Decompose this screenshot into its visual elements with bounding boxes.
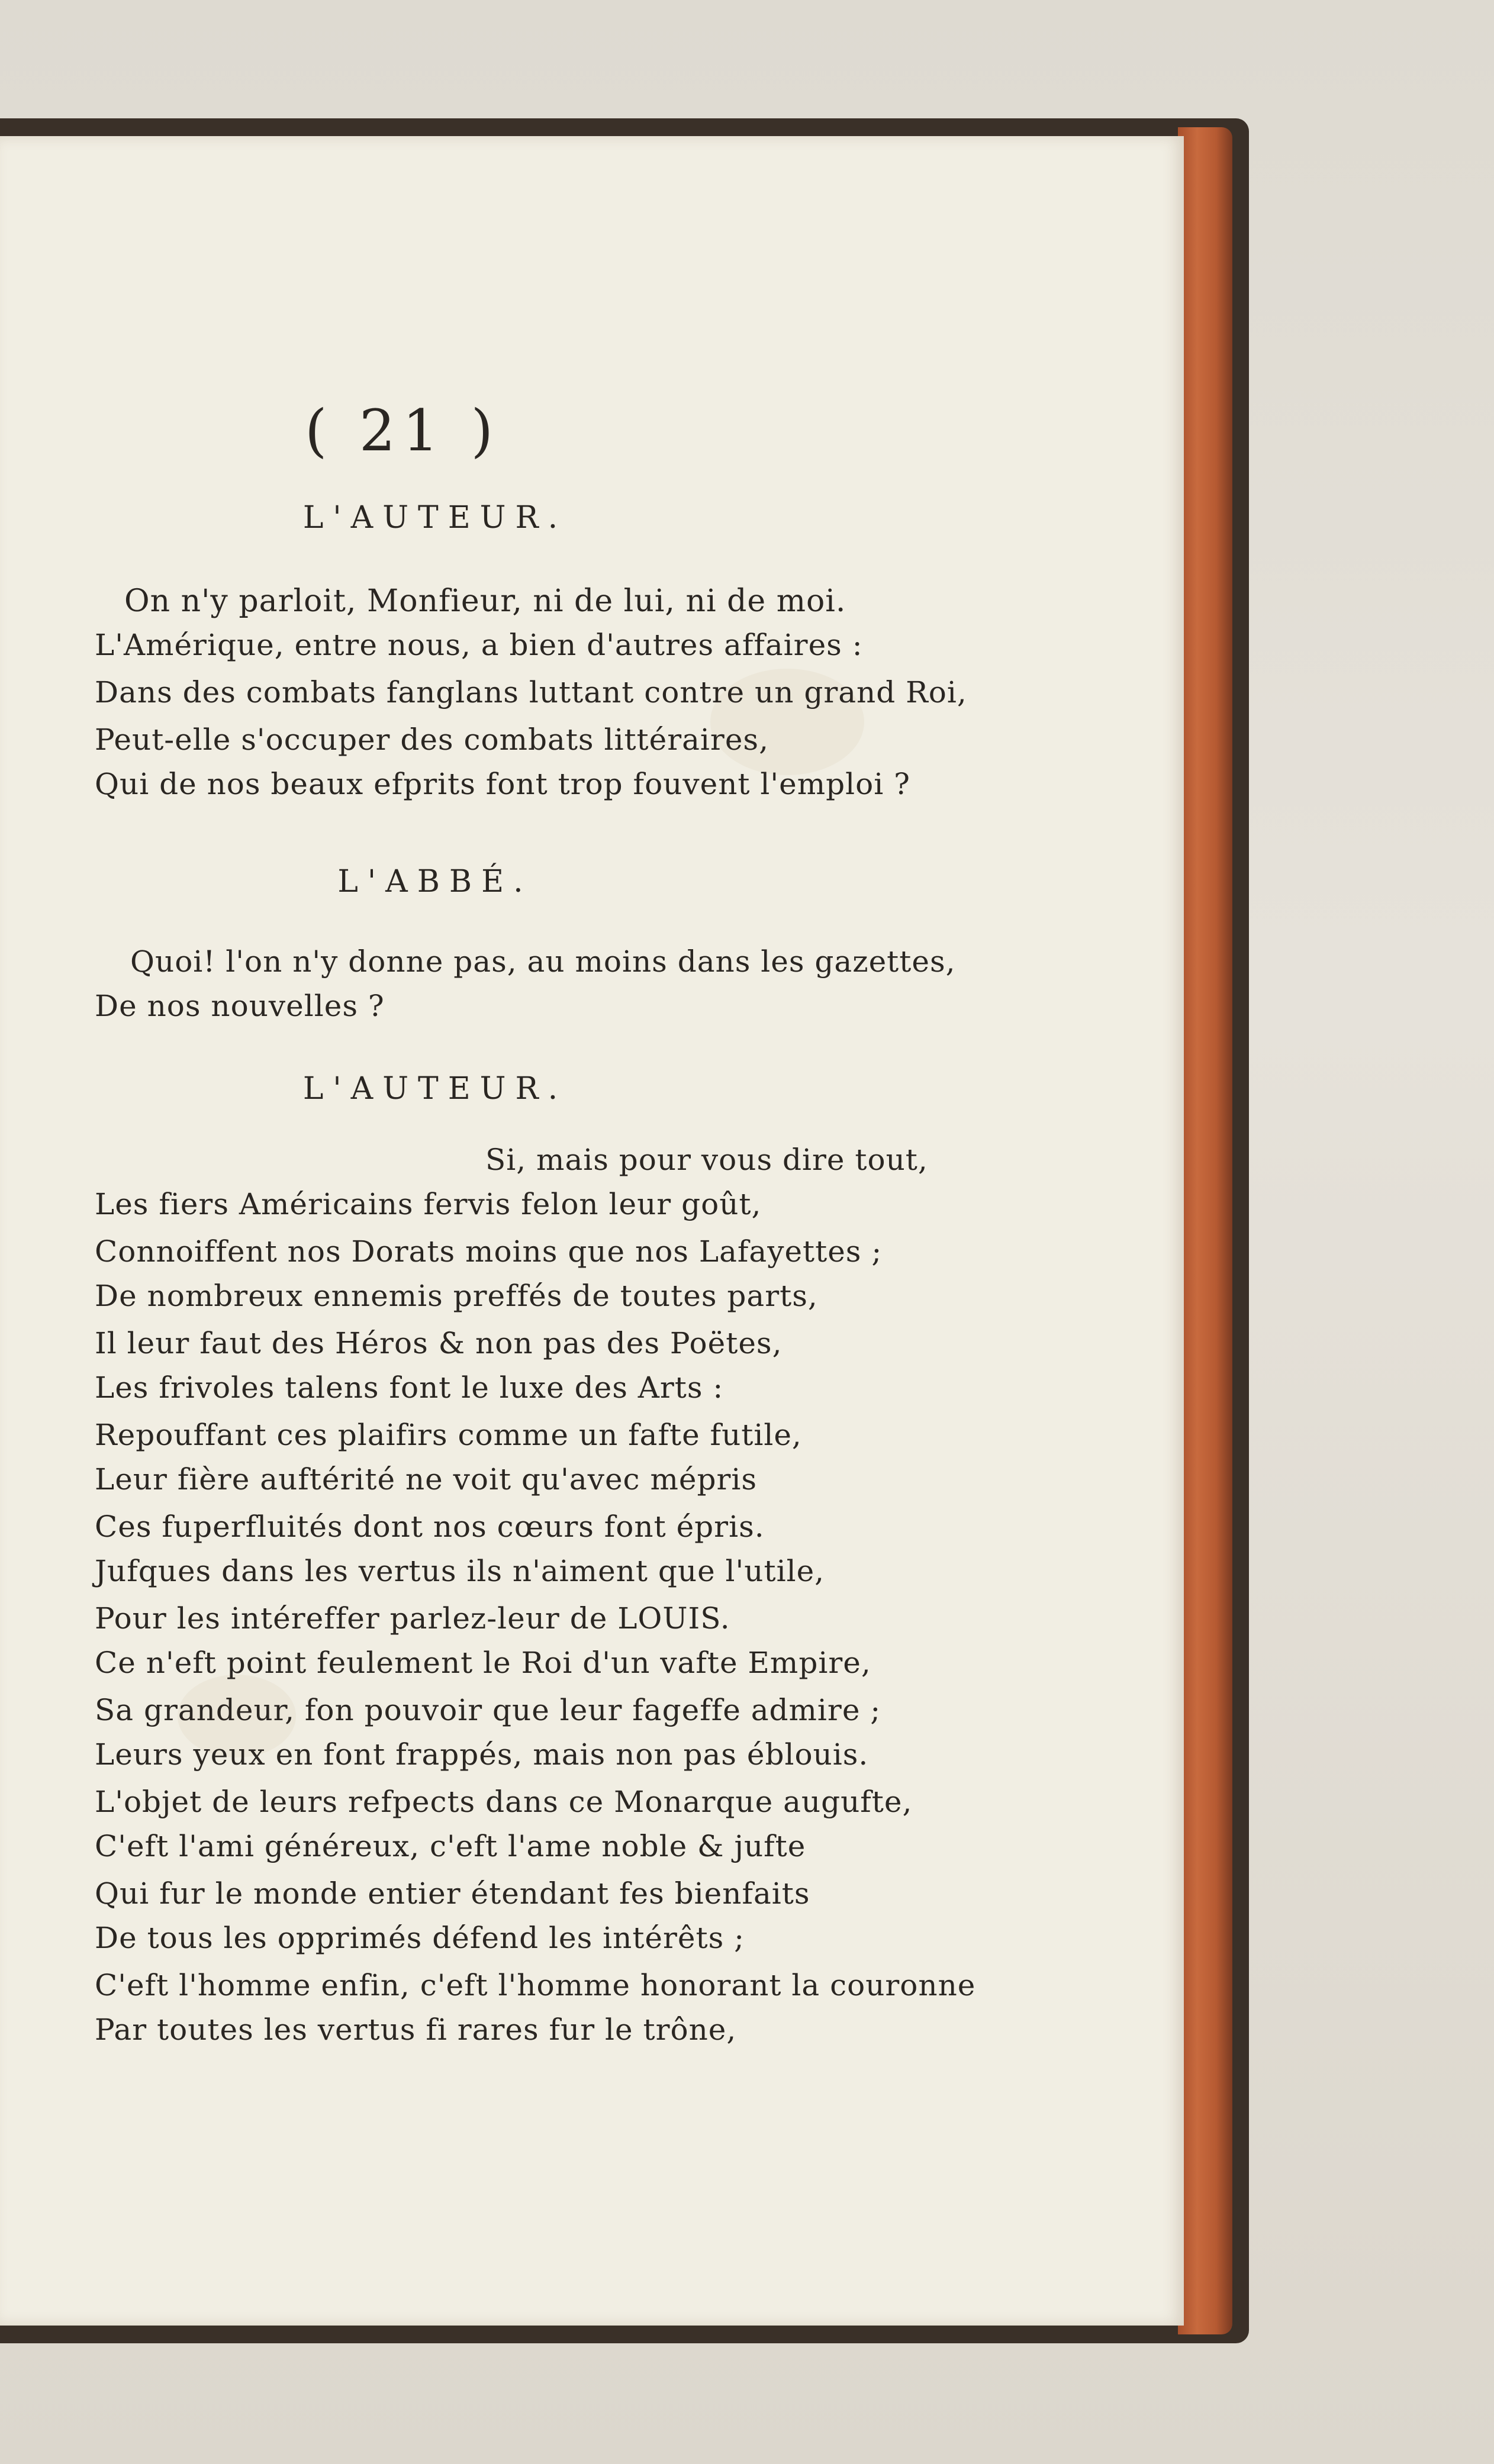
verse-line: Jufques dans les vertus ils n'aiment que l'utile,	[95, 1554, 825, 1588]
verse-line: Dans des combats fanglans luttant contre un grand Roi,	[95, 675, 967, 709]
verse-line: Peut-elle s'occuper des combats littéraires,	[95, 723, 769, 757]
verse-line: L'objet de leurs refpects dans ce Monarque augufte,	[95, 1785, 913, 1819]
verse-line: Il leur faut des Héros & non pas des Poëtes,	[95, 1326, 783, 1360]
verse-line: Connoiffent nos Dorats moins que nos Lafayettes ;	[95, 1234, 883, 1269]
verse-line: Pour les intéreffer parlez-leur de LOUIS.	[95, 1601, 730, 1636]
verse-line: Leur fière auftérité ne voit qu'avec mépris	[95, 1462, 758, 1497]
verse-line: De tous les opprimés défend les intérêts ;	[95, 1921, 745, 1955]
page-edge	[1178, 127, 1232, 2334]
verse-line: Sa grandeur, fon pouvoir que leur fageffe admire ;	[95, 1693, 881, 1727]
verse-line: Qui fur le monde entier étendant fes bienfaits	[95, 1876, 810, 1911]
speaker-heading: L'AUTEUR.	[302, 500, 568, 536]
verse-line: De nos nouvelles ?	[95, 989, 385, 1023]
verse-line: Si, mais pour vous dire tout,	[485, 1143, 928, 1177]
verse-line: L'Amérique, entre nous, a bien d'autres affaires :	[95, 628, 863, 662]
verse-line: C'eft l'ami généreux, c'eft l'ame noble & jufte	[95, 1829, 806, 1863]
verse-line: Les fiers Américains fervis felon leur goût,	[95, 1187, 762, 1221]
verse-line: De nombreux ennemis preffés de toutes parts,	[95, 1279, 818, 1313]
verse-line: Ces fuperfluités dont nos cœurs font épris.	[95, 1510, 765, 1544]
verse-line: Ce n'eft point feulement le Roi d'un vafte Empire,	[95, 1646, 871, 1680]
verse-line: Quoi! l'on n'y donne pas, au moins dans les gazettes,	[130, 944, 956, 979]
page-number: ( 21 )	[304, 398, 501, 464]
speaker-heading: L'ABBÉ.	[337, 864, 533, 899]
verse-line: Par toutes les vertus fi rares fur le trône,	[95, 2013, 737, 2047]
verse-line: Les frivoles talens font le luxe des Arts :	[95, 1370, 724, 1405]
verse-line: C'eft l'homme enfin, c'eft l'homme honorant la couronne	[95, 1968, 976, 2002]
verse-line: Qui de nos beaux efprits font trop fouvent l'emploi ?	[95, 767, 910, 801]
book-page	[0, 136, 1184, 2326]
speaker-heading: L'AUTEUR.	[302, 1071, 568, 1107]
verse-line: Repouffant ces plaifirs comme un fafte futile,	[95, 1418, 802, 1452]
verse-line: Leurs yeux en font frappés, mais non pas éblouis.	[95, 1737, 869, 1772]
verse-line: On n'y parloit, Monfieur, ni de lui, ni de moi.	[124, 583, 846, 619]
